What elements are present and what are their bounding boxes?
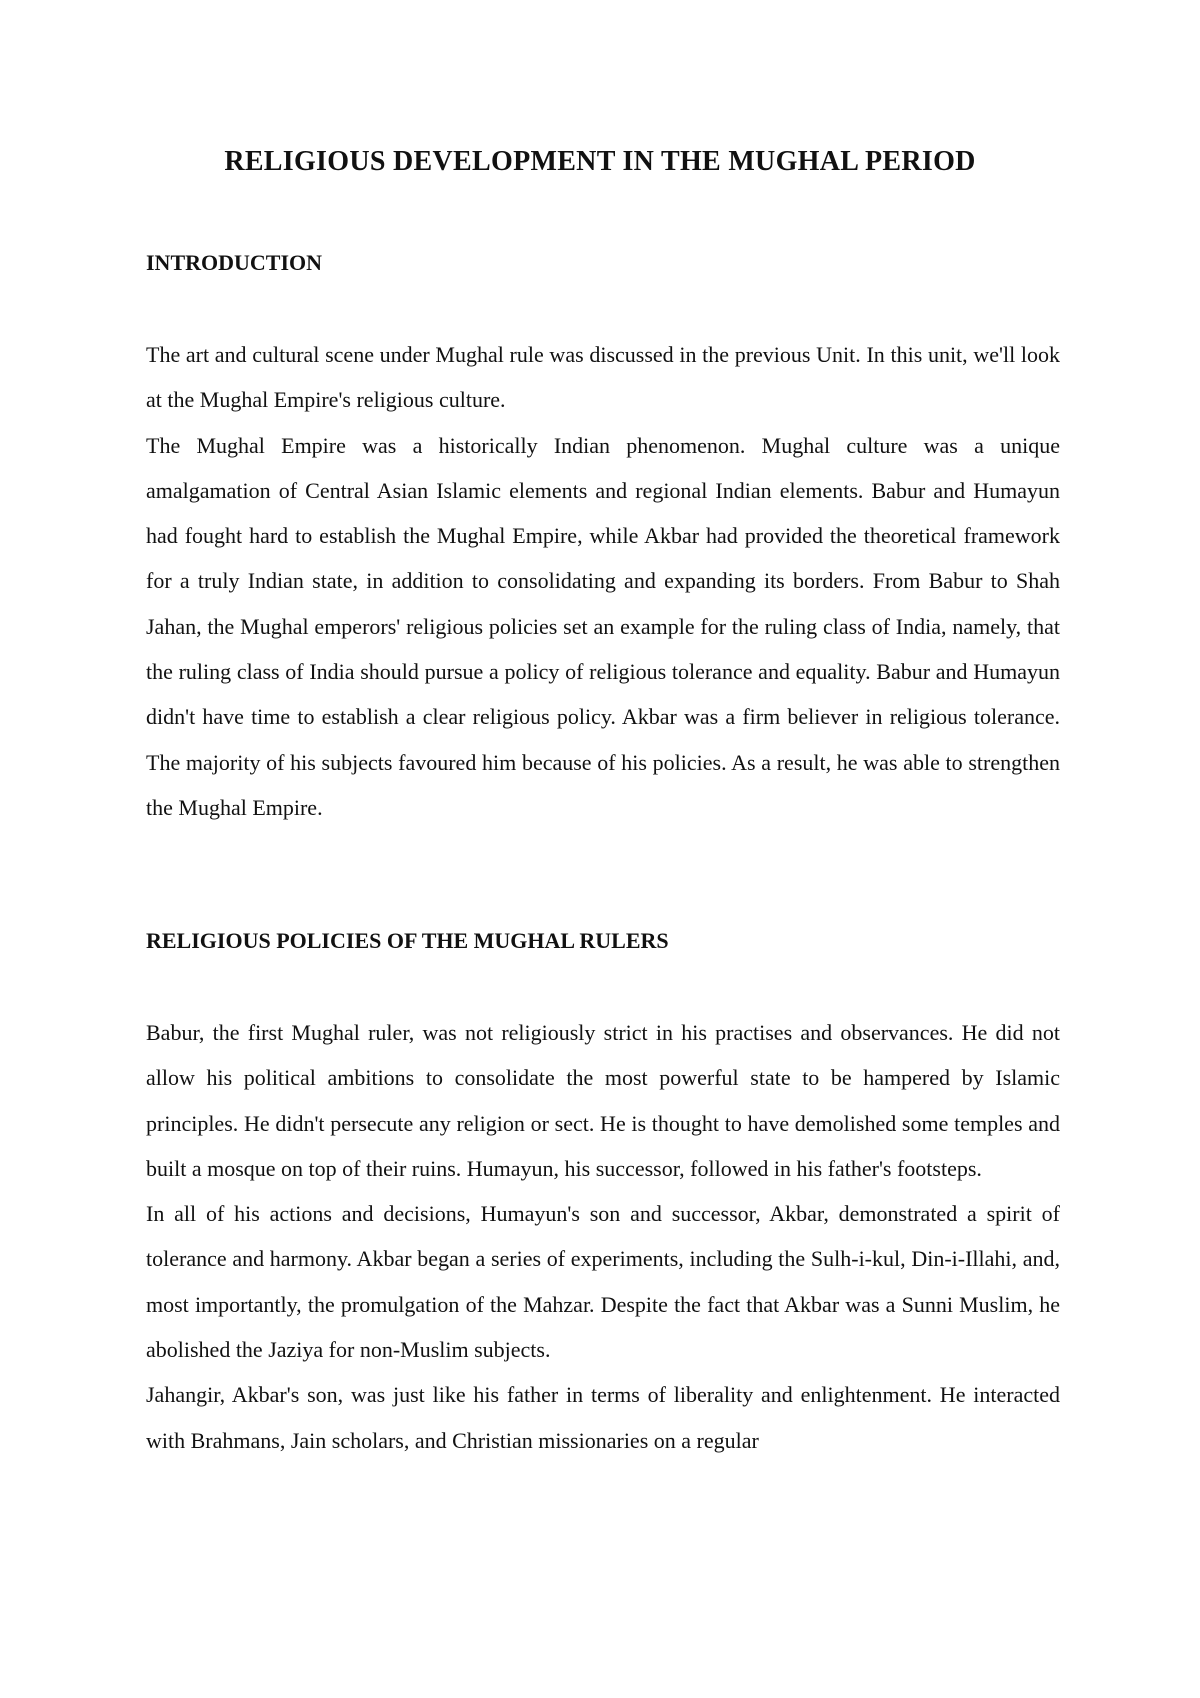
section-heading-introduction: INTRODUCTION: [146, 250, 323, 275]
paragraph: Jahangir, Akbar's son, was just like his father in terms of liberality and enlightenment. He interacted with Brahmans, Jain scholars, and Christian missionaries on a regular: [146, 1382, 1060, 1453]
religious-policies-body: [146, 1010, 1060, 1463]
section-heading-religious-policies: RELIGIOUS POLICIES OF THE MUGHAL RULERS: [146, 928, 669, 953]
introduction-body: [146, 332, 1060, 830]
paragraph: The art and cultural scene under Mughal rule was discussed in the previous Unit. In this unit, we'll look at the Mughal Empire's religious culture.: [146, 342, 1060, 413]
paragraph: The Mughal Empire was a historically Indian phenomenon. Mughal culture was a unique amalgamation of Central Asian Islamic elements and regional Indian elements. Babur and Humayun had fought hard to establish the Mughal Empire, while Akbar had provided the theoretical framework for a truly Indian state, in addition to consolidating and expanding its borders. From Babur to Shah Jahan, the Mughal emperors' religious policies set an example for the ruling class of India, namely, that the ruling class of India should pursue a policy of religious tolerance and equality. Babur and Humayun didn't have time to establish a clear religious policy. Akbar was a firm believer in religious tolerance. The majority of his subjects favoured him because of his policies. As a result, he was able to strengthen the Mughal Empire.: [146, 432, 1060, 820]
document-title: RELIGIOUS DEVELOPMENT IN THE MUGHAL PERIOD: [224, 146, 976, 177]
paragraph: In all of his actions and decisions, Humayun's son and successor, Akbar, demonstrated a spirit of tolerance and harmony. Akbar began a series of experiments, including the Sulh-i-kul, Din-i-Illahi, and, most importantly, the promulgation of the Mahzar. Despite the fact that Akbar was a Sunni Muslim, he abolished the Jaziya for non-Muslim subjects.: [146, 1201, 1060, 1363]
paragraph: Babur, the first Mughal ruler, was not religiously strict in his practises and observances. He did not allow his political ambitions to consolidate the most powerful state to be hampered by Islamic principles. He didn't persecute any religion or sect. He is thought to have demolished some temples and built a mosque on top of their ruins. Humayun, his successor, followed in his father's footsteps.: [146, 1020, 1060, 1181]
